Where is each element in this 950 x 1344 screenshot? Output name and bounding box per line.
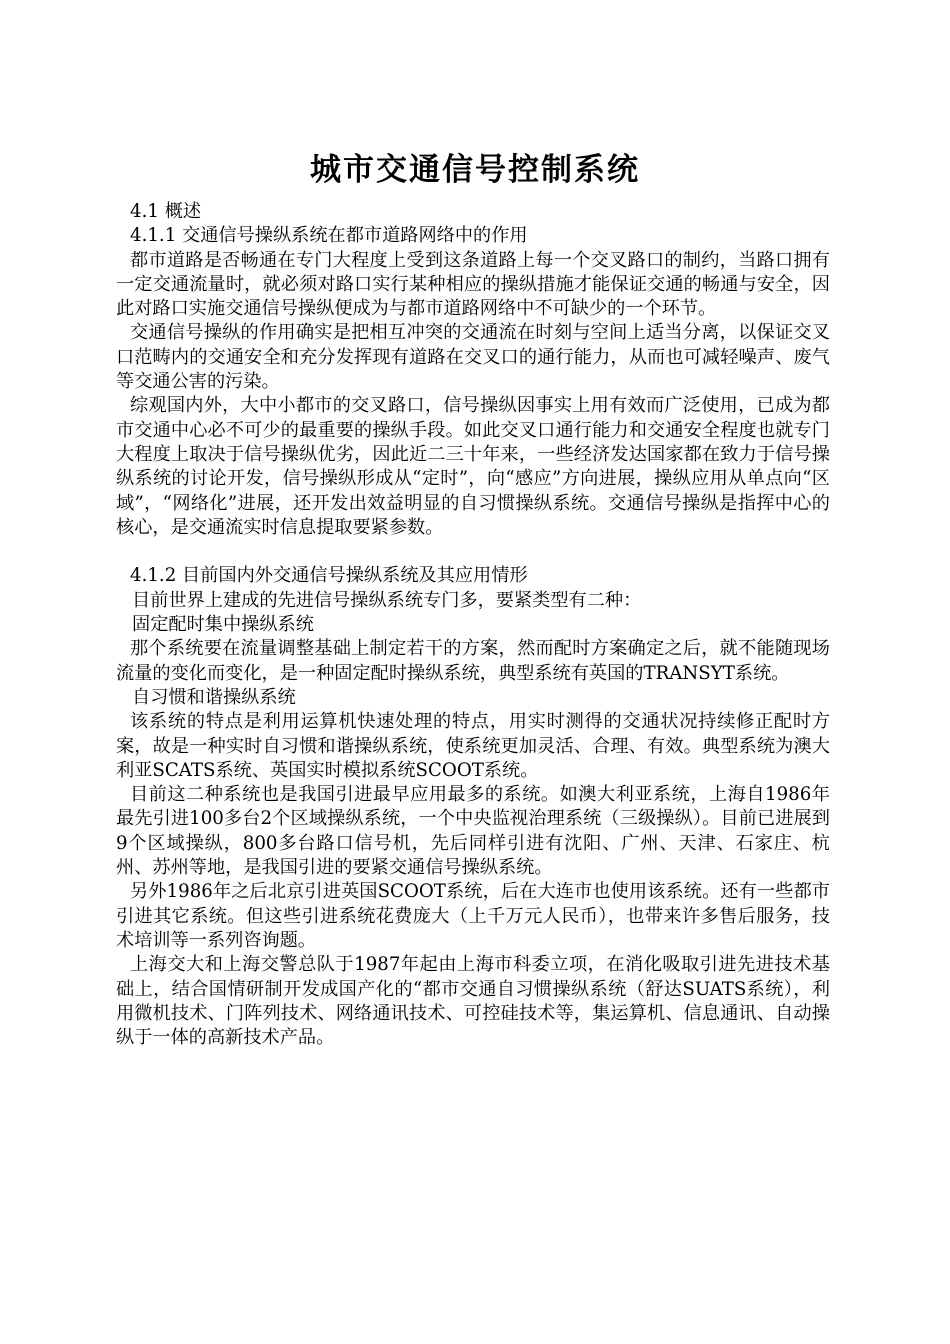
section-heading-4-1-2: 4.1.2 目前国内外交通信号操纵系统及其应用情形	[130, 565, 528, 587]
paragraph-signal-function: 交通信号操纵的作用确实是把相互冲突的交通流在时刻与空间上适当分离，以保证交叉口范畴内的交通安全和充分发挥现有道路在交叉口的通行能力，从而也可减轻噪声、废气等交通公害的污染。	[116, 322, 830, 393]
paragraph-adaptive-description: 该系统的特点是利用运算机快速处理的特点，用实时测得的交通状况持续修正配时方案，故是一种实时自习惯和谐操纵系统，使系统更加灵活、合理、有效。典型系统为澳大利亚SCATS系统、英国实时模拟系统SCOOT系统。	[116, 711, 830, 781]
paragraph-system-types-intro: 目前世界上建成的先进信号操纵系统专门多，要紧类型有二种：	[132, 589, 642, 611]
section-heading-4-1-1: 4.1.1 交通信号操纵系统在都市道路网络中的作用	[130, 225, 528, 247]
paragraph-beijing-scoot: 另外1986年之后北京引进英国SCOOT系统，后在大连市也使用该系统。还有一些都市引进其它系统。但这些引进系统花费庞大（上千万元人民币），也带来许多售后服务，技术培训等一系列咨询题。	[116, 881, 830, 951]
paragraph-fixed-timing-description: 那个系统要在流量调整基础上制定若干的方案，然而配时方案确定之后，就不能随现场流量的变化而变化，是一种固定配时操纵系统，典型系统有英国的TRANSYT系统。	[116, 638, 830, 684]
paragraph-suats-development: 上海交大和上海交警总队于1987年起由上海市科委立项，在消化吸取引进先进技术基础上，结合国情研制开发成国产化的“都市交通自习惯操纵系统（舒达SUATS系统），利用微机技术、门阵列技术、网络通讯技术、可控硅技术等，集运算机、信息通讯、自动操纵于一体的高新技术产品。	[116, 954, 830, 1049]
document-title: 城市交通信号控制系统	[310, 151, 640, 188]
paragraph-china-adoption: 目前这二种系统也是我国引进最早应用最多的系统。如澳大利亚系统，上海自1986年最先引进100多台2个区域操纵系统，一个中央监视治理系统（三级操纵）。目前已进展到9个区域操纵，800多台路口信号机，先后同样引进有沈阳、广州、天津、石家庄、杭州、苏州等地，是我国引进的要紧交通信号操纵系统。	[116, 784, 830, 879]
paragraph-domestic-foreign-overview: 综观国内外，大中小都市的交叉路口，信号操纵因事实上用有效而广泛使用，已成为都市交通中心必不可少的最重要的操纵手段。如此交叉口通行能力和交通安全程度也就专门大程度上取决于信号操纵优劣，因此近二三十年来，一些经济发达国家都在致力于信号操纵系统的讨论开发，信号操纵形成从“定时”，向“感应”方向进展，操纵应用从单点向“区域”，“网络化”进展，还开发出效益明显的自习惯操纵系统。交通信号操纵是指挥中心的核心，是交通流实时信息提取要紧参数。	[116, 395, 830, 538]
document-body	[116, 200, 830, 1050]
subheading-adaptive-system: 自习惯和谐操纵系统	[132, 686, 296, 708]
subheading-fixed-timing-system: 固定配时集中操纵系统	[132, 614, 314, 636]
section-heading-4-1: 4.1 概述	[130, 201, 202, 222]
paragraph-road-intersection-control: 都市道路是否畅通在专门大程度上受到这条道路上每一个交叉路口的制约，当路口拥有一定交通流量时，就必须对路口实行某种相应的操纵措施才能保证交通的畅通与安全，因此对路口实施交通信号操纵便成为与都市道路网络中不可缺少的一个环节。	[116, 249, 830, 320]
paragraph-gap	[116, 540, 830, 564]
